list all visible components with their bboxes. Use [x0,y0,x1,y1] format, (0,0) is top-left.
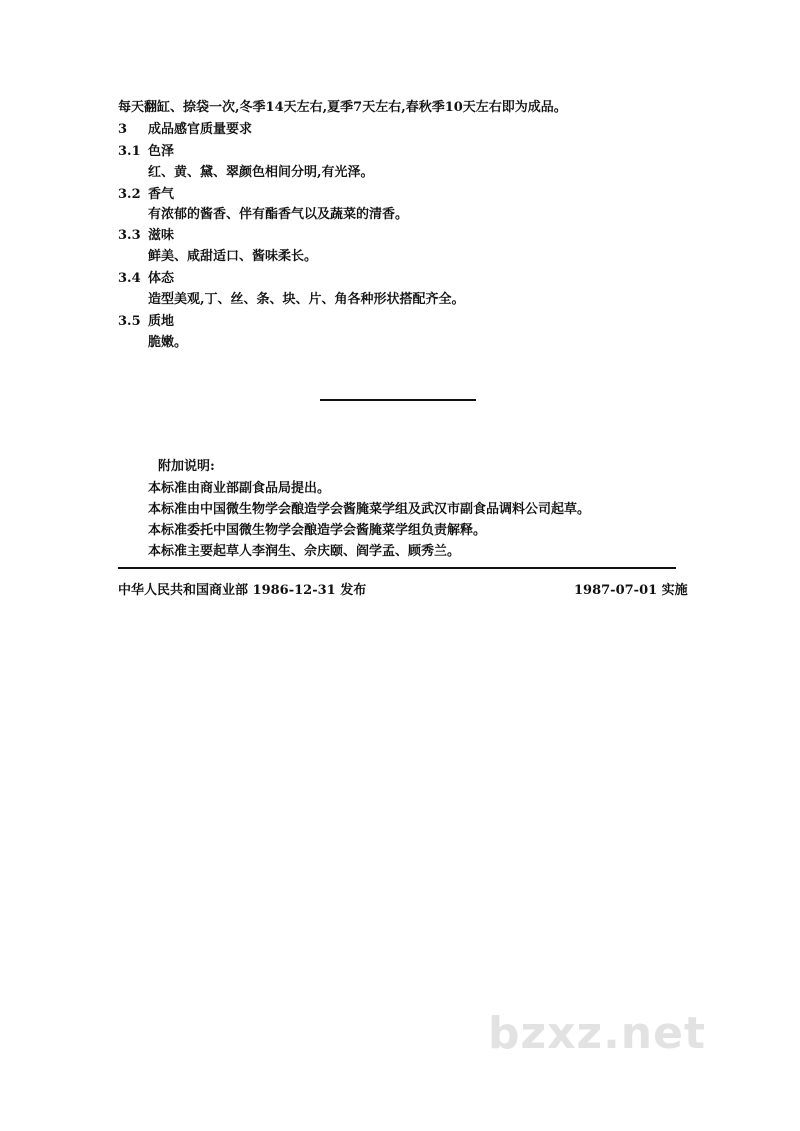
section-3-heading [118,121,252,139]
section-3-3-title: 滋味 [148,228,175,243]
section-3-5-heading [118,313,174,331]
footer-effective-date: 1987-07-01 实施 [574,583,688,598]
section-end-divider [320,399,476,401]
appendix-line: 本标准委托中国微生物学会酿造学会酱腌菜学组负责解释。 [148,523,487,538]
section-3-3-heading [118,227,174,245]
section-3-1-number: 3.1 [118,144,141,159]
section-3-4-number: 3.4 [118,271,141,286]
appendix-line: 本标准由中国微生物学会酿造学会酱腌菜学组及武汉市副食品调料公司起草。 [148,502,591,517]
section-3-1-text: 红、黄、黛、翠颜色相间分明,有光泽。 [148,165,374,180]
section-3-4-heading [118,270,174,288]
section-3-2-title: 香气 [148,187,175,202]
watermark: bzxz.net [488,1008,707,1059]
section-3-5-text: 脆嫩。 [148,335,188,350]
section-3-4-title: 体态 [148,271,175,286]
section-3-3-text: 鲜美、咸甜适口、酱味柔长。 [148,249,318,264]
paragraph-process-line: 每天翻缸、捺袋一次,冬季14天左右,夏季7天左右,春秋季10天左右即为成品。 [118,100,567,115]
footer-issuer: 中华人民共和国商业部 1986-12-31 发布 [118,583,367,598]
section-3-2-number: 3.2 [118,187,141,202]
appendix-heading: 附加说明: [158,459,215,474]
section-3-4-text: 造型美观,丁、丝、条、块、片、角各种形状搭配齐全。 [148,292,465,307]
footer-divider [118,567,676,569]
section-3-3-number: 3.3 [118,228,141,243]
section-3-2-heading [118,186,174,204]
section-3-1-heading [118,143,174,161]
section-3-5-title: 质地 [148,314,175,329]
section-3-number: 3 [118,122,128,137]
section-3-1-title: 色泽 [148,144,175,159]
appendix-line: 本标准由商业部副食品局提出。 [148,481,331,496]
section-3-5-number: 3.5 [118,314,141,329]
section-3-2-text: 有浓郁的酱香、伴有酯香气以及蔬菜的清香。 [148,207,409,222]
appendix-line: 本标准主要起草人李润生、佘庆颐、阎学孟、顾秀兰。 [148,544,461,559]
section-3-title: 成品感官质量要求 [148,122,253,137]
